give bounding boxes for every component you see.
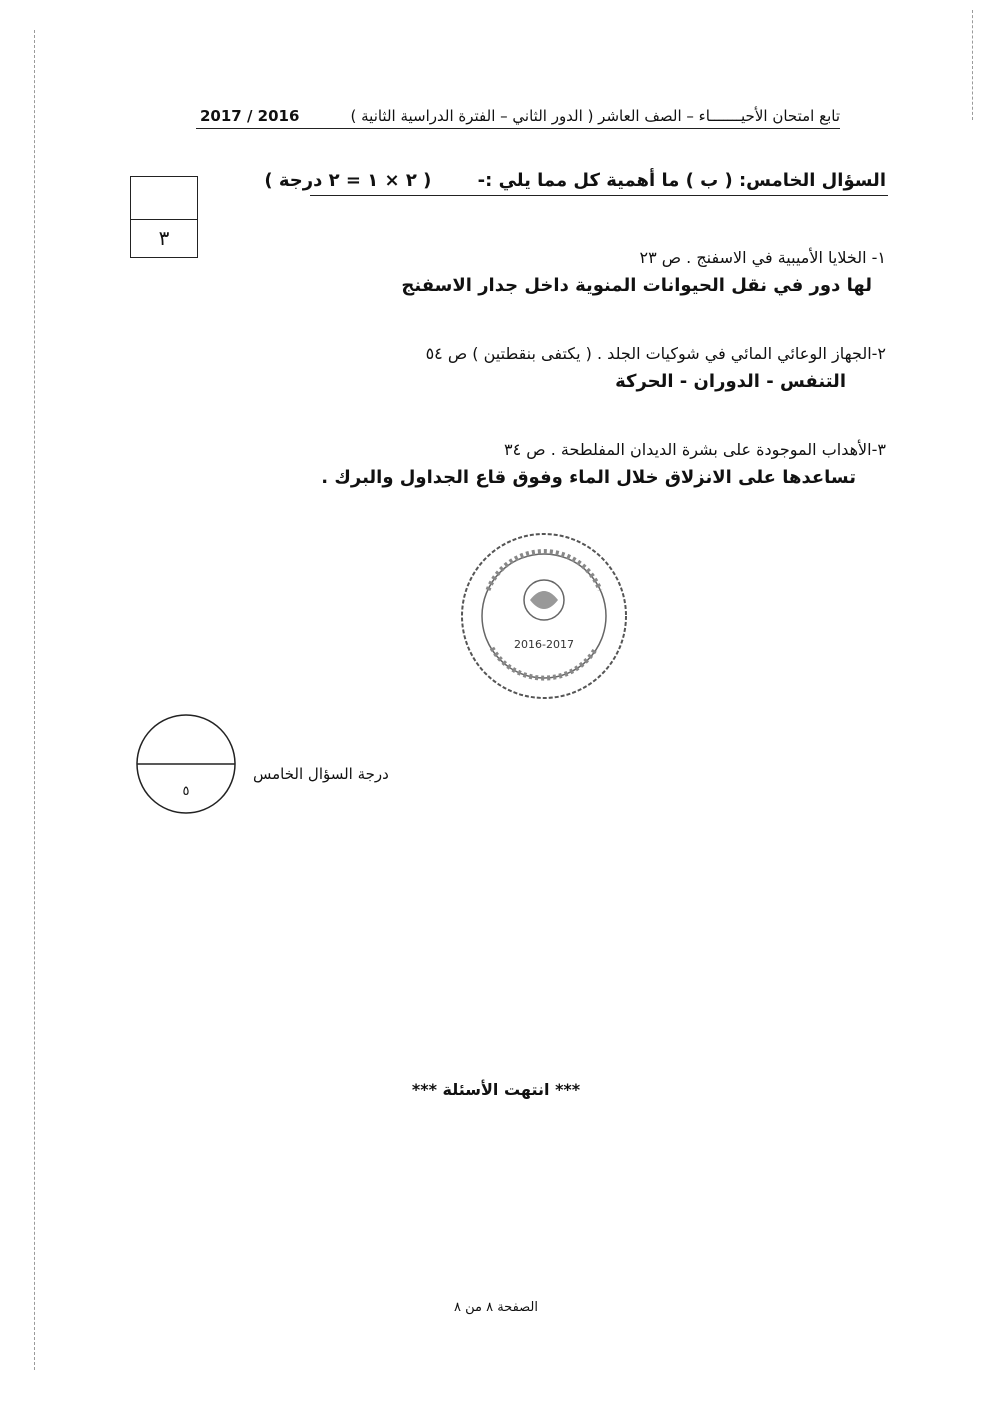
- score-box: [130, 176, 198, 258]
- end-of-questions: *** انتهت الأسئلة ***: [411, 1080, 581, 1099]
- question-item-3: [321, 440, 886, 488]
- stamp-year: 2016-2017: [514, 638, 574, 651]
- grade-value: ٥: [182, 784, 190, 799]
- grade-label: درجة السؤال الخامس: [253, 765, 389, 783]
- item-3-question: ٣-الأهداب الموجودة على بشرة الديدان المفلطحة . ص ٣٤: [504, 440, 886, 459]
- item-2-question: ٢-الجهاز الوعائي المائي في شوكيات الجلد . ( يكتفى بنقطتين ) ص ٥٤: [425, 344, 886, 363]
- question-item-2: [426, 344, 886, 392]
- question-item-1: [401, 248, 886, 296]
- page-header: [196, 106, 840, 129]
- item-1-question: ١- الخلايا الأميبية في الاسفنج . ص ٢٣: [639, 248, 886, 267]
- scan-right-edge: [972, 10, 974, 120]
- item-3-answer: تساعدها على الانزلاق خلال الماء وفوق قاع الجداول والبرك .: [321, 467, 856, 488]
- header-title: تابع امتحان الأحيـــــــاء – الصف العاشر ( الدور الثاني – الفترة الدراسية الثانية ): [350, 107, 840, 125]
- score-box-value: ٣: [158, 226, 170, 250]
- item-2-answer: التنفس - الدوران - الحركة: [615, 371, 846, 392]
- question-title: [264, 170, 886, 191]
- question-marks: ( ٢ × ١ = ٢ درجة ): [264, 170, 432, 191]
- grade-circle: [135, 713, 237, 815]
- question-title-underline: [310, 195, 888, 196]
- question-title-text: السؤال الخامس: ( ب ) ما أهمية كل مما يلي :-: [477, 170, 886, 191]
- score-box-blank: [131, 177, 197, 220]
- scan-left-edge: [34, 30, 36, 1370]
- official-stamp: [458, 530, 630, 702]
- header-year: 2017 / 2016: [200, 107, 300, 125]
- item-1-answer: لها دور في نقل الحيوانات المنوية داخل جدار الاسفنج: [401, 275, 872, 296]
- page-footer: الصفحة ٨ من ٨: [453, 1300, 538, 1315]
